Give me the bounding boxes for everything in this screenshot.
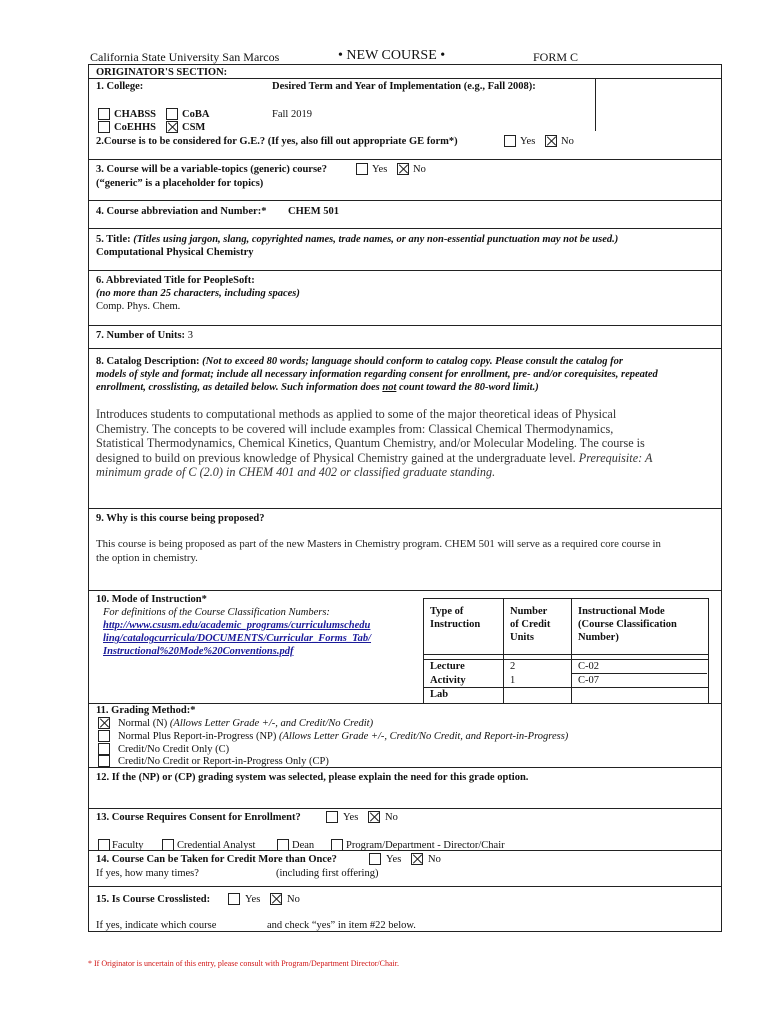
grading-normal-row xyxy=(118,717,373,730)
variable-topics-note: (“generic” is a placeholder for topics) xyxy=(96,178,264,189)
col-units-1: Number xyxy=(510,606,548,617)
mode-label: 10. Mode of Instruction* xyxy=(96,594,207,605)
consent-no-label: No xyxy=(385,812,398,823)
proposal-reason-label: 9. Why is this course being proposed? xyxy=(96,513,265,524)
college-chabss-checkbox[interactable] xyxy=(98,108,110,120)
mode-definitions: For definitions of the Course Classification Numbers: xyxy=(103,607,330,618)
grading-np-checkbox[interactable] xyxy=(98,730,110,742)
variable-topics-yes-checkbox[interactable] xyxy=(356,163,368,175)
grading-normal-label: Normal (N) xyxy=(118,718,168,729)
consent-dean-checkbox[interactable] xyxy=(277,839,289,851)
college-coba-checkbox[interactable] xyxy=(166,108,178,120)
repeat-credit-no-label: No xyxy=(428,854,441,865)
form-frame xyxy=(88,64,722,932)
college-coba-label: CoBA xyxy=(182,109,210,120)
catalog-line-2: Chemistry. The concepts to be covered will include examples from: Classical Chemical Thermodynamics, xyxy=(96,421,614,436)
repeat-credit-note: (including first offering) xyxy=(276,868,379,879)
repeat-credit-no-checkbox[interactable] xyxy=(411,853,423,865)
ge-yes-checkbox[interactable] xyxy=(504,135,516,147)
divider xyxy=(88,348,722,349)
consent-analyst-label: Credential Analyst xyxy=(177,840,256,851)
title-instructions: (Titles using jargon, slang, copyrighted names, trade names, or any non-essential punctuation may not be used.) xyxy=(133,234,619,245)
abbrev-title-instructions: (no more than 25 characters, including spaces) xyxy=(96,288,300,299)
title-label-row xyxy=(96,233,618,246)
desired-term-value: Fall 2019 xyxy=(272,109,312,120)
consent-faculty-label: Faculty xyxy=(112,840,144,851)
ge-question: 2.Course is to be considered for G.E.? (If yes, also fill out appropriate GE form*) xyxy=(96,136,458,147)
title-value: Computational Physical Chemistry xyxy=(96,247,254,258)
col-type-2: Instruction xyxy=(430,619,481,630)
grading-label: 11. Grading Method:* xyxy=(96,705,196,716)
form-id: FORM C xyxy=(533,50,579,64)
table-row-units: 2 xyxy=(510,661,516,672)
course-abbrev-label: 4. Course abbreviation and Number:* xyxy=(96,206,267,217)
ge-yes-label: Yes xyxy=(520,136,536,147)
crosslisted-yes-label: Yes xyxy=(245,894,261,905)
consent-no-checkbox[interactable] xyxy=(368,811,380,823)
title-label: 5. Title: xyxy=(96,234,131,245)
mode-link-line-1[interactable]: http://www.csusm.edu/academic_programs/curriculumschedu xyxy=(103,620,371,631)
grading-normal-checkbox[interactable] xyxy=(98,717,110,729)
divider xyxy=(88,159,722,160)
college-coehhs-checkbox[interactable] xyxy=(98,121,110,133)
divider xyxy=(88,590,722,591)
divider xyxy=(88,808,722,809)
mode-link-line-3[interactable]: Instructional%20Mode%20Conventions.pdf xyxy=(103,646,294,657)
crosslisted-question: 15. Is Course Crosslisted: xyxy=(96,894,211,905)
units-row xyxy=(96,329,193,342)
consent-yes-label: Yes xyxy=(343,812,359,823)
college-csm-label: CSM xyxy=(182,122,206,133)
abbrev-title-label: 6. Abbreviated Title for PeopleSoft: xyxy=(96,275,255,286)
crosslisted-no-checkbox[interactable] xyxy=(270,893,282,905)
college-chabss-label: CHABSS xyxy=(114,109,157,120)
catalog-description xyxy=(96,407,652,480)
divider xyxy=(595,78,596,131)
table-row-units: 1 xyxy=(510,675,516,686)
divider xyxy=(423,654,709,655)
crosslisted-note: and check “yes” in item #22 below. xyxy=(267,920,416,931)
catalog-instructions-2: models of style and format; include all necessary information regarding consent for enrollment, pre- and/or corequisites, repeated xyxy=(96,369,658,380)
variable-topics-no-label: No xyxy=(413,164,426,175)
consent-question: 13. Course Requires Consent for Enrollment? xyxy=(96,812,301,823)
catalog-line-4b: Prerequisite: A xyxy=(578,450,653,465)
col-type-1: Type of xyxy=(430,606,464,617)
consent-analyst-checkbox[interactable] xyxy=(162,839,174,851)
repeat-credit-yes-checkbox[interactable] xyxy=(369,853,381,865)
divider xyxy=(88,325,722,326)
proposal-reason xyxy=(96,537,661,565)
grading-cp-checkbox[interactable] xyxy=(98,755,110,767)
catalog-instructions-3a: enrollment, crosslisting, as detailed below. Such information does xyxy=(96,382,380,393)
mode-link-line-2[interactable]: ling/catalogcurricula/DOCUMENTS/Curricular_Forms_Tab/ xyxy=(103,633,372,644)
catalog-line-3: Statistical Thermodynamics, Chemical Kinetics, Quantum Chemistry, and/or Molecular Modeling. The course is xyxy=(96,436,645,450)
divider xyxy=(88,270,722,271)
col-mode-3: Number) xyxy=(578,632,619,643)
crosslisted-course-label: If yes, indicate which course xyxy=(96,920,217,931)
abbrev-title-value: Comp. Phys. Chem. xyxy=(96,301,181,312)
divider xyxy=(423,687,709,688)
units-label: 7. Number of Units: xyxy=(96,330,186,341)
catalog-instructions-3c: count toward the 80-word limit.) xyxy=(399,382,539,393)
repeat-credit-times-label: If yes, how many times? xyxy=(96,868,199,879)
proposal-reason-line-1: This course is being proposed as part of the new Masters in Chemistry program. CHEM 501 will serve as a required core course in xyxy=(96,538,661,550)
mode-table xyxy=(423,598,709,704)
grading-normal-note: (Allows Letter Grade +/-, and Credit/No Credit) xyxy=(169,718,374,729)
catalog-line-5: minimum grade of C (2.0) in CHEM 401 and 402 or classified graduate standing. xyxy=(96,465,496,479)
table-row-type: Activity xyxy=(430,675,466,686)
ge-no-label: No xyxy=(561,136,574,147)
variable-topics-question: 3. Course will be a variable-topics (generic) course? xyxy=(96,164,327,175)
catalog-instructions-1: (Not to exceed 80 words; language should conform to catalog copy. Please consult the catalog for xyxy=(202,356,623,367)
crosslisted-no-label: No xyxy=(287,894,300,905)
col-mode-1: Instructional Mode xyxy=(578,606,665,617)
originator-heading: ORIGINATOR'S SECTION: xyxy=(96,67,228,78)
desired-term-label: Desired Term and Year of Implementation (e.g., Fall 2008): xyxy=(272,81,536,92)
catalog-line-1: Introduces students to computational methods as applied to some of the major theoretical ideas of Physical xyxy=(96,407,617,421)
grading-c-label: Credit/No Credit Only (C) xyxy=(118,744,230,755)
consent-dean-label: Dean xyxy=(292,840,315,851)
grade-option-explanation-label: 12. If the (NP) or (CP) grading system was selected, please explain the need for this grade option. xyxy=(96,772,529,783)
table-row-mode: C-02 xyxy=(578,661,599,672)
divider xyxy=(503,598,504,704)
table-row-type: Lab xyxy=(430,689,449,700)
consent-yes-checkbox[interactable] xyxy=(326,811,338,823)
units-value: 3 xyxy=(187,330,193,341)
ge-no-checkbox[interactable] xyxy=(545,135,557,147)
catalog-line-4 xyxy=(96,451,652,466)
catalog-instructions-3b: not xyxy=(382,382,397,393)
crosslisted-yes-checkbox[interactable] xyxy=(228,893,240,905)
proposal-reason-line-2: the option in chemistry. xyxy=(96,552,198,564)
college-label: 1. College: xyxy=(96,81,144,92)
college-coehhs-label: CoEHHS xyxy=(114,122,157,133)
consent-chair-checkbox[interactable] xyxy=(331,839,343,851)
divider xyxy=(423,659,709,660)
grading-np-note: (Allows Letter Grade +/-, Credit/No Credit, and Report-in-Progress) xyxy=(279,731,569,742)
course-abbrev-value: CHEM 501 xyxy=(288,206,340,217)
divider xyxy=(571,598,572,704)
grading-c-checkbox[interactable] xyxy=(98,743,110,755)
repeat-credit-question: 14. Course Can be Taken for Credit More than Once? xyxy=(96,854,337,865)
consent-chair-label: Program/Department - Director/Chair xyxy=(346,840,505,851)
divider xyxy=(88,200,722,201)
university-name: California State University San Marcos xyxy=(90,50,280,64)
col-units-2: of Credit xyxy=(510,619,551,630)
variable-topics-yes-label: Yes xyxy=(372,164,388,175)
form-title: • NEW COURSE • xyxy=(338,48,446,63)
footnote: * If Originator is uncertain of this entry, please consult with Program/Department Director/Chair. xyxy=(88,959,399,968)
table-row-mode: C-07 xyxy=(578,675,599,686)
college-csm-checkbox[interactable] xyxy=(166,121,178,133)
consent-faculty-checkbox[interactable] xyxy=(98,839,110,851)
catalog-line-4a: designed to build on previous knowledge of Physical Chemistry gained at the undergraduate level. xyxy=(96,450,576,465)
divider xyxy=(88,228,722,229)
variable-topics-no-checkbox[interactable] xyxy=(397,163,409,175)
grading-cp-label: Credit/No Credit or Report-in-Progress Only (CP) xyxy=(118,756,329,767)
table-row-type: Lecture xyxy=(430,661,465,672)
grading-np-row xyxy=(118,730,568,743)
col-mode-2: (Course Classification xyxy=(578,619,677,630)
repeat-credit-yes-label: Yes xyxy=(386,854,402,865)
catalog-label: 8. Catalog Description: xyxy=(96,356,200,367)
divider xyxy=(88,886,722,887)
divider xyxy=(88,508,722,509)
catalog-instructions-row-1 xyxy=(96,355,623,368)
catalog-instructions-row-3 xyxy=(96,381,539,394)
col-units-3: Units xyxy=(510,632,534,643)
grading-np-label: Normal Plus Report-in-Progress (NP) xyxy=(118,731,277,742)
